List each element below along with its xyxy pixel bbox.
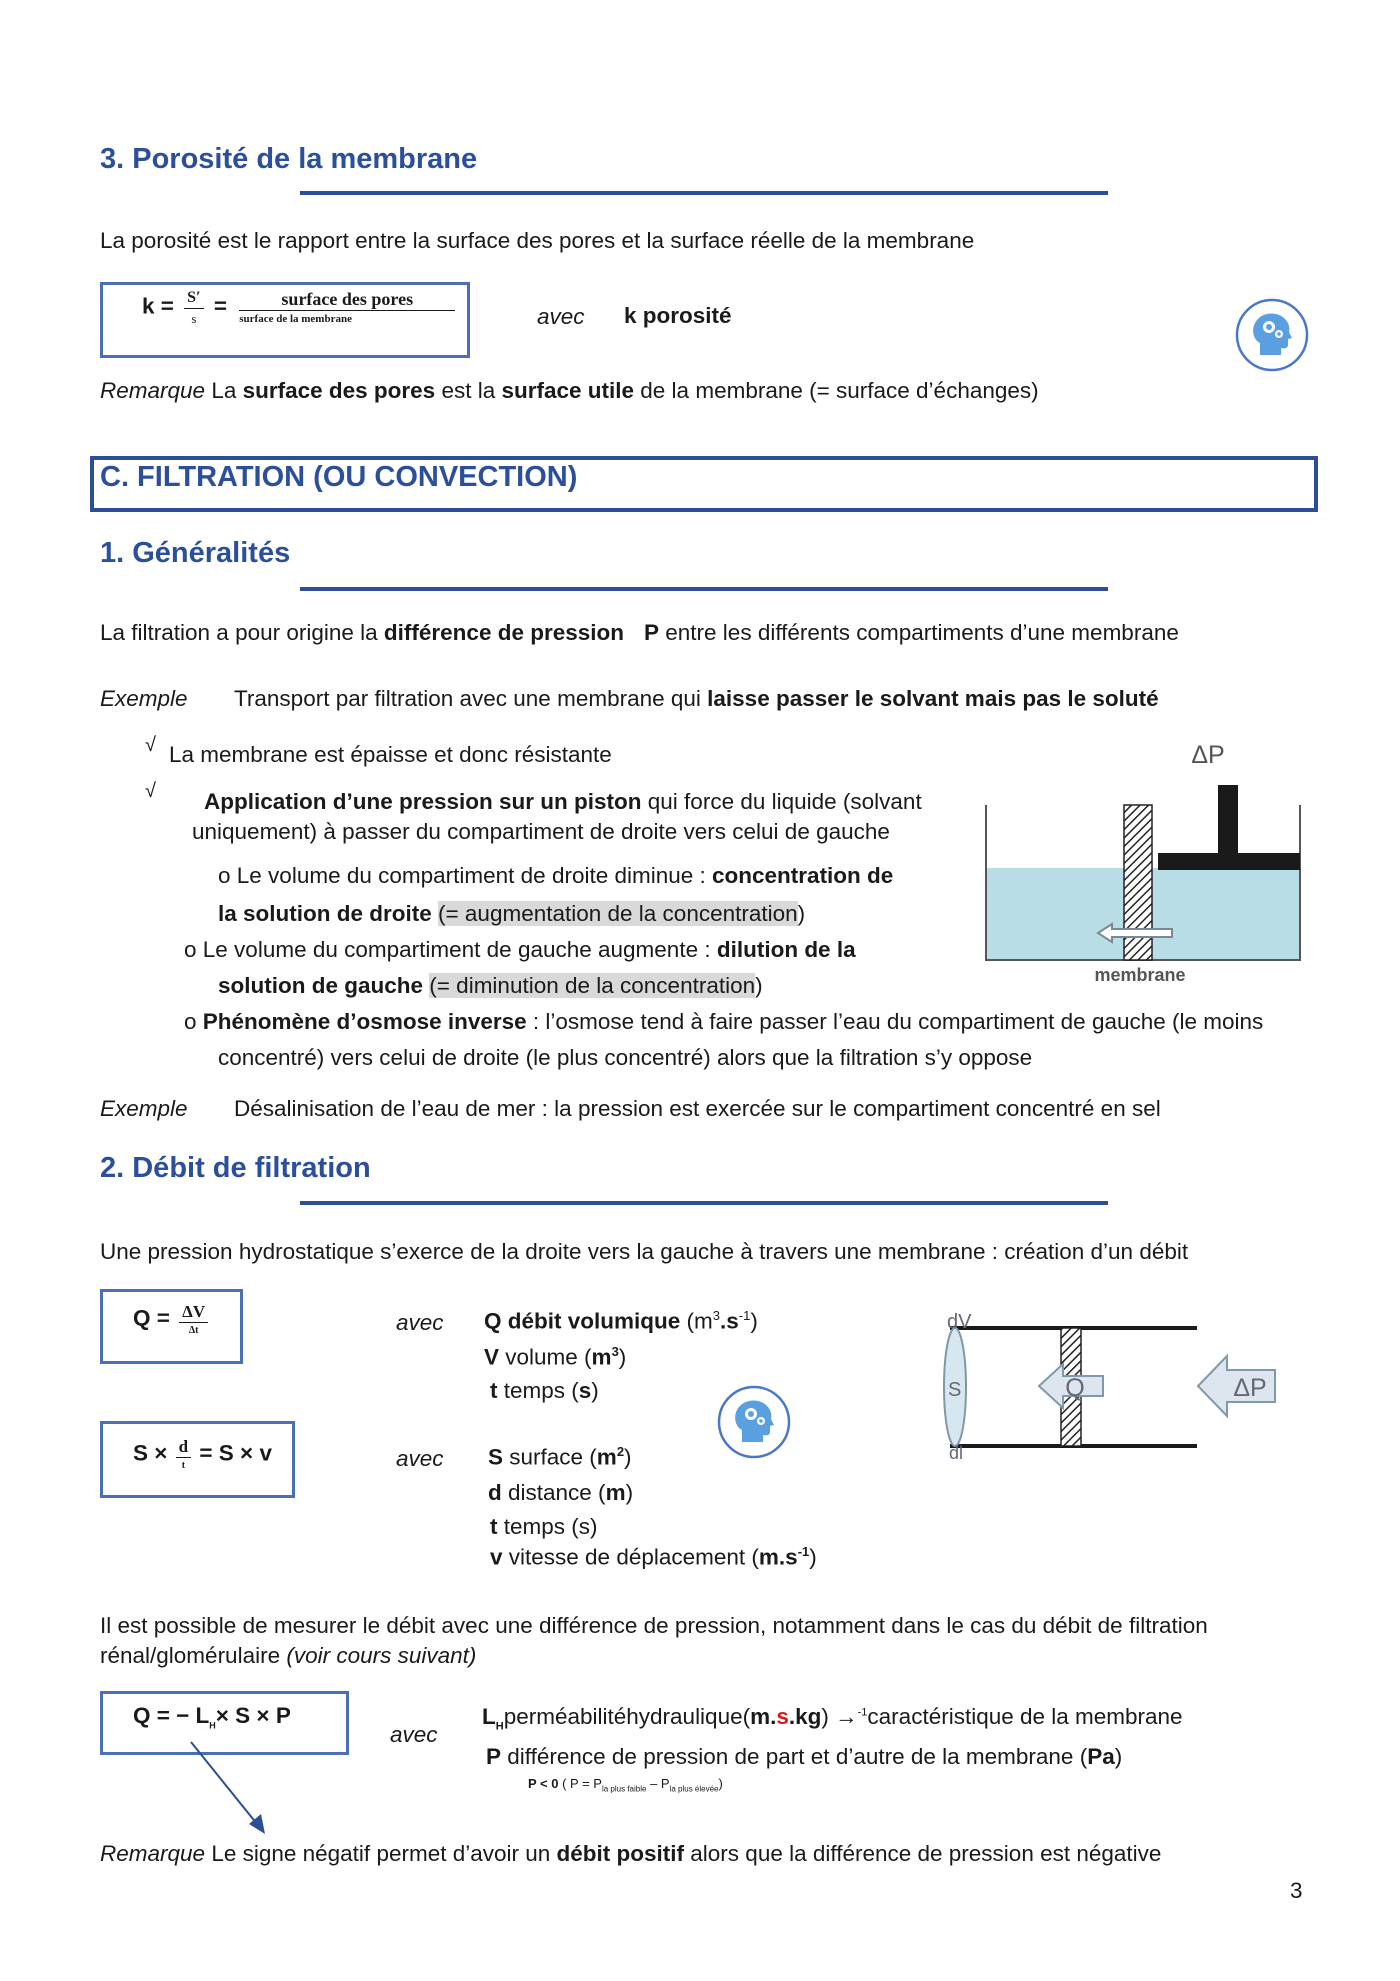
fig-membrane-label: membrane (1094, 965, 1186, 985)
bullet-piston: Application d’une pression sur un piston qui force du liquide (solvant (204, 789, 922, 814)
avec-label: avec (537, 304, 585, 329)
sub-bullet-droite-line2: la solution de droite (= augmentation de la concentration) (218, 901, 806, 926)
heading-porosite: 3. Porosité de la membrane (100, 143, 478, 175)
def-v: V volume $(m^3)$ (484, 1344, 627, 1370)
sub-bullet-gauche: o Le volume du compartiment de gauche augmente : dilution de la (184, 937, 856, 962)
avec-label: avec (396, 1310, 444, 1335)
heading-generalites: 1. Généralités (100, 537, 291, 569)
head-gears-icon (1234, 297, 1310, 373)
fig-s-label: S (948, 1379, 962, 1401)
check-icon: √ (145, 780, 156, 802)
debit-paragraph-line2: rénal/glomérulaire (voir cours suivant) (100, 1643, 477, 1668)
check-icon: √ (145, 734, 156, 756)
bullet-membrane: La membrane est épaisse et donc résistante (169, 742, 612, 767)
fig-dl-label: dl (949, 1443, 964, 1462)
porosity-intro: La porosité est le rapport entre la surface des pores et la surface réelle de la membrane (100, 228, 975, 253)
example-desalinisation: Désalinisation de l’eau de mer : la pression est exercée sur le compartiment concentré en sel (234, 1096, 1161, 1121)
heading-filtration: C. FILTRATION (OU CONVECTION) (100, 461, 578, 493)
sub-bullet-osmose-line2: concentré) vers celui de droite (le plus concentré) alors que la filtration s’y oppose (218, 1045, 1033, 1070)
def-s: S surface $(m^2)$ (488, 1444, 632, 1470)
porosity-remark: Remarque La surface des pores est la surface utile de la membrane (= surface d’échanges) (100, 378, 1039, 403)
k-definition: k porosité (624, 303, 732, 328)
sub-bullet-droite: o Le volume du compartiment de droite diminue : concentration de (218, 863, 894, 888)
def-p: P différence de pression de part et d’autre de la membrane (Pa) (486, 1744, 1123, 1769)
def-t2: t temps (s) (490, 1514, 598, 1539)
heading-rule (300, 587, 1108, 591)
piston-rod (1218, 785, 1238, 855)
debit-intro: Une pression hydrostatique s’exerce de la droite vers la gauche à travers une membrane : création d’un débit (100, 1239, 1189, 1264)
avec-label: avec (390, 1722, 438, 1747)
example-label: Exemple (100, 686, 188, 711)
fig-dv-label: dV (947, 1311, 972, 1333)
heading-rule (300, 191, 1108, 195)
bullet-piston-line2: uniquement) à passer du compartiment de droite vers celui de gauche (192, 819, 890, 844)
sub-bullet-gauche-line2: solution de gauche (= diminution de la concentration) (218, 973, 763, 998)
formula-s: S × $\frac{d}{t}$ = S × v (133, 1437, 272, 1471)
avec-label: avec (396, 1446, 444, 1471)
example-text: Transport par filtration avec une membrane qui laisse passer le solvant mais pas le soluté (234, 686, 1159, 711)
pointer-arrow (185, 1738, 275, 1838)
example-label: Exemple (100, 1096, 188, 1121)
def-t: t temps (s) (490, 1378, 599, 1403)
heading-debit: 2. Débit de filtration (100, 1152, 371, 1184)
page-number: 3 (1290, 1878, 1303, 1903)
tube-flow-figure (935, 1302, 1310, 1462)
def-d: d distance (m) (488, 1480, 634, 1505)
piston-plate (1158, 853, 1300, 870)
formula-q: Q = $\frac{\Delta V}{\Delta t}$ (133, 1303, 208, 1336)
def-q: Q débit volumique $(m^3.s^{-1})$ (484, 1308, 758, 1334)
fig-dp-label: ΔP (1233, 1374, 1267, 1402)
piston-membrane-figure (980, 735, 1310, 990)
porosity-formula: k = $\frac{S'}{s}$ = $\frac{\text{surface des pores}}{\text{surface de la membrane}}$ (142, 290, 455, 325)
fig-dp-label: ΔP (1191, 741, 1225, 769)
heading-rule (300, 1201, 1108, 1205)
formula-darcy: Q = − $L_H\times S \times P$ (133, 1703, 291, 1731)
fig-q-label: Q (1065, 1374, 1085, 1402)
debit-paragraph-line1: Il est possible de mesurer le débit avec une différence de pression, notamment dans le cas du débit de filtration (100, 1613, 1208, 1638)
generalites-intro: La filtration a pour origine la différence de pression P entre les différents compartiments d’une membrane (100, 620, 1179, 645)
sub-bullet-osmose: o Phénomène d’osmose inverse : l’osmose tend à faire passer l’eau du compartiment de gauche (le moins (184, 1009, 1264, 1034)
def-lh: $L_Hperméabilitéhydraulique(m.s.kg)$ →$^{-1}$caractéristique de la membrane (482, 1704, 1183, 1733)
head-gears-icon (716, 1384, 792, 1460)
def-v-speed: v vitesse de déplacement $(m.s^{-1})$ (490, 1544, 817, 1570)
debit-remark: Remarque Le signe négatif permet d’avoir un débit positif alors que la différence de pression est négative (100, 1841, 1162, 1866)
pressure-note: P < 0 ( $P = P_{la plus faible} - P_{la plus élevée}$) (528, 1776, 723, 1794)
